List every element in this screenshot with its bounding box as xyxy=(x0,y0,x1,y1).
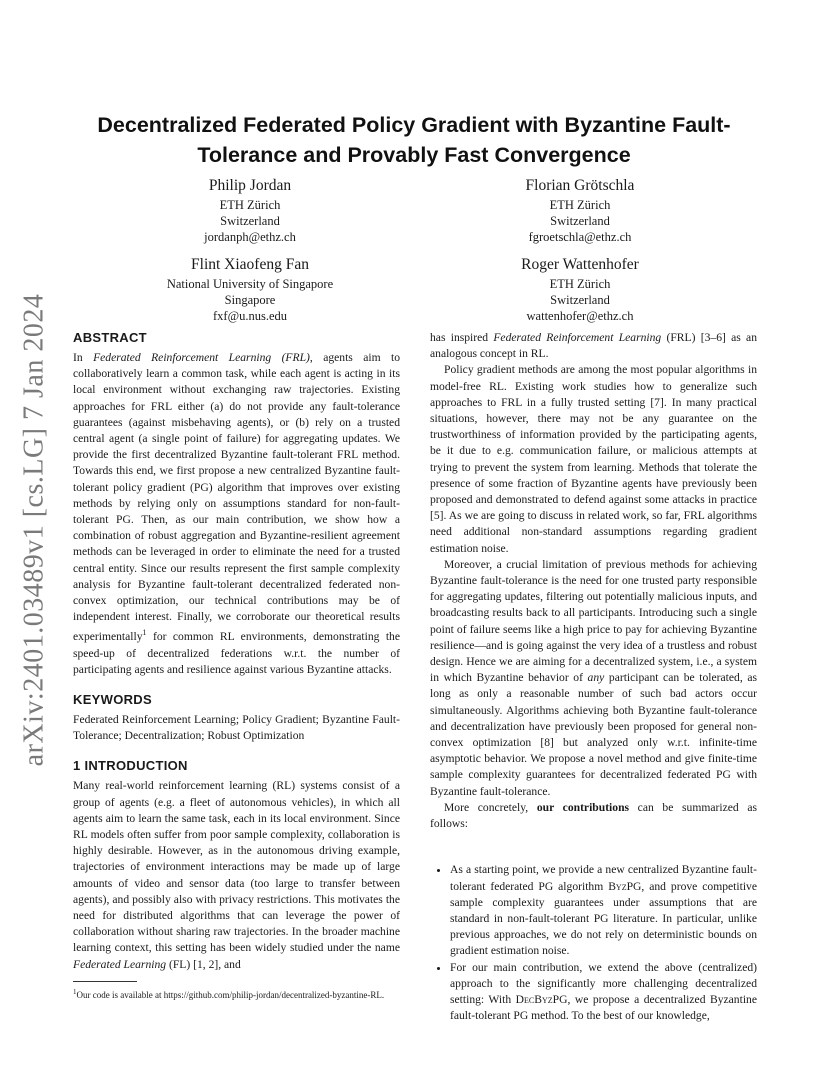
author-block-3 xyxy=(130,255,370,324)
author-country: Switzerland xyxy=(220,214,280,228)
introduction-heading: 1 INTRODUCTION xyxy=(73,758,188,774)
author-country: Switzerland xyxy=(550,214,610,228)
author-block-2 xyxy=(480,176,680,245)
author-name: Flint Xiaofeng Fan xyxy=(191,256,309,273)
author-affiliation: ETH Zürich xyxy=(219,198,281,212)
keywords-text: Federated Reinforcement Learning; Policy Gradient; Byzantine Fault-Tolerance; Decentralization; Robust Optimization xyxy=(73,712,400,743)
author-affiliation: ETH Zürich xyxy=(549,198,611,212)
body-paragraph: Moreover, a crucial limitation of previous methods for achieving Byzantine fault-tolerance is the need for one trusted party responsible for aggregating updates, filtering out potentially malicious inputs, and broadcasting results back to all participants. Introducing such a single point of failure seems like a high price to pay for achieving Byzantine resilience—and is going against the very idea of a trustless and robust design. Hence we are aiming for a decentralized system, i.e., a system in which Byzantine behavior of any participant can be tolerated, as long as only a reasonable number of such bad actors occur simultaneously. Algorithms achieving both Byzantine fault-tolerance and decentralization have previously been proposed for general non-convex optimization [8] but analyzed only w.r.t. infinite-time asymptotic behavior. We propose a novel method and give finite-time sample complexity guarantees for decentralized federated PG with Byzantine fault-tolerance. xyxy=(430,557,757,798)
abstract-paragraph: In Federated Reinforcement Learning (FRL), agents aim to collaboratively learn a common task, while each agent is acting in its local environment without exchanging raw trajectories. Existing approaches for FRL either (a) do not provide any fault-tolerance guarantees (against misbehaving agents), or (b) rely on a trusted central agent (a single point of failure) for aggregating updates. We provide the first decentralized Byzantine fault-tolerant FRL method. Towards this end, we first propose a new centralized Byzantine fault-tolerant policy gradient (PG) algorithm that improves over existing methods by relying only on assumptions standard for non-fault-tolerant PG. Then, as our main contribution, we show how a combination of robust aggregation and Byzantine-resilient agreement methods can be leveraged in order to eliminate the need for a trusted central entity. Since our results represent the first sample complexity analysis for Byzantine fault-tolerant decentralized federated non-convex optimization, our technical contributions may be of independent interest. Finally, we corroborate our theoretical results experimentally$^1$ for common RL environments, demonstrating the speed-up of decentralized federations w.r.t. the number of participating agents and resilience against various Byzantine attacks. xyxy=(73,351,401,676)
author-affiliation: ETH Zürich xyxy=(549,277,611,291)
author-block-4 xyxy=(480,255,680,324)
body-paragraph: has inspired Federated Reinforcement Learning (FRL) [3–6] as an analogous concept in RL. xyxy=(430,331,757,361)
author-email: fgroetschla@ethz.ch xyxy=(528,230,632,244)
author-country: Singapore xyxy=(224,293,276,307)
body-paragraph: More concretely, our contributions can be summarized as follows: xyxy=(430,800,757,831)
author-name: Roger Wattenhofer xyxy=(521,256,639,273)
arxiv-identifier-stamp xyxy=(18,293,49,767)
author-name: Philip Jordan xyxy=(208,177,292,194)
footnote-marker: 1 xyxy=(142,628,147,638)
keywords-heading: KEYWORDS xyxy=(73,691,152,707)
author-email: jordanph@ethz.ch xyxy=(204,230,296,244)
list-item: • For our main contribution, we extend the above (centralized) approach to the significantly more challenging decentralized setting: With DecByzPG, we propose a decentralized Byzantine fault-tolerant PG method. To the best of our knowledge, xyxy=(450,960,757,1025)
author-name: Florian Grötschla xyxy=(525,177,635,194)
contributions-list xyxy=(430,862,757,1024)
paper-title: Decentralized Federated Policy Gradient with Byzantine Fault-Tolerance and Provably Fast Convergence xyxy=(97,113,731,167)
list-item: • As a starting point, we provide a new centralized Byzantine fault-tolerant federated PG algorithm ByzPG, and prove competitive sample complexity guarantees under assumptions that are standard in non-fault-tolerant PG literature. In particular, unlike previous approaches, we do not rely on deterministic bounds on gradient estimation noise. xyxy=(450,862,757,959)
author-email: fxf@u.nus.edu xyxy=(213,309,287,323)
author-email: wattenhofer@ethz.ch xyxy=(526,309,634,323)
author-country: Switzerland xyxy=(550,293,610,307)
abstract-heading: ABSTRACT xyxy=(73,330,147,345)
introduction-paragraph: Many real-world reinforcement learning (RL) systems consist of a group of agents (e.g. a fleet of autonomous vehicles), in which all agents aim to learn the same task, each in its local environment. Since RL models often suffer from poor sample complexity, collaboration is highly desirable. However, as in the autonomous driving example, trajectories of environment interactions may be made up of large amounts of video and sensor data (too large to transfer between agents), and possibly also with privacy restrictions. This motivates the need for distributed algorithms that can leverage the power of collaboration without sharing raw trajectories. In the broader machine learning context, this setting has been widely studied under the name Federated Learning (FL) [1, 2], and xyxy=(73,779,400,971)
arxiv-stamp-text: arXiv:2401.03489v1 [cs.LG] 7 Jan 2024 xyxy=(18,293,49,767)
body-paragraph: Policy gradient methods are among the most popular algorithms in model-free RL. Existing work studies how to generalize such approaches to FRL in a fully trusted setting [7]. In many practical situations, however, there may not be any guarantee on the trustworthiness of information provided by the participating agents, be it due to e.g. communication failure, or malicious attempts at trying to prevent the system from learning. Methods that tolerate the presence of some fraction of Byzantine agents have previously been proposed and demonstrated to defend against some attacks in practice [5]. As we are going to discuss in related work, so far, FRL algorithms need additional non-standard assumptions regarding gradient estimation noise. xyxy=(430,363,757,555)
footnote: $^1$Our code is available at https://github.com/philip-jordan/decentralized-byzantine-RL. xyxy=(73,987,385,1000)
author-affiliation: National University of Singapore xyxy=(166,277,334,291)
author-block-1 xyxy=(150,176,350,245)
footnote-divider xyxy=(73,981,137,982)
left-column xyxy=(73,330,400,1001)
right-column xyxy=(430,330,757,1024)
